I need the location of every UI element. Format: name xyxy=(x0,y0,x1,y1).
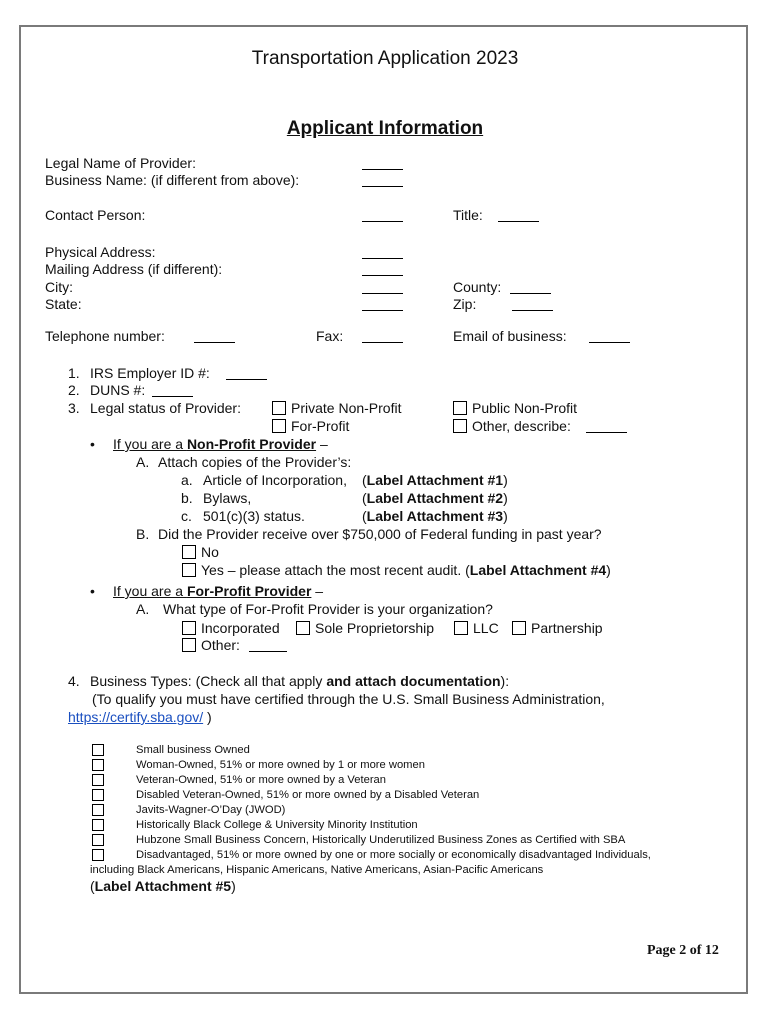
other-describe-field[interactable] xyxy=(586,418,627,433)
incorporated-label: Incorporated xyxy=(201,620,280,636)
business-types-note: (To qualify you must have certified through the U.S. Small Business Administration, xyxy=(92,691,605,707)
forprofit-other-label: Other: xyxy=(201,637,240,653)
zip-field[interactable] xyxy=(512,296,553,311)
disabled-veteran-label: Disabled Veteran-Owned, 51% or more owned by a Disabled Veteran xyxy=(136,789,480,801)
partnership-checkbox[interactable] xyxy=(512,621,526,635)
forprofit-a-label: A. xyxy=(136,601,150,617)
business-types-label: Business Types: (Check all that apply and attach documentation): xyxy=(90,673,510,689)
irs-id-label: IRS Employer ID #: xyxy=(90,365,210,381)
telephone-label: Telephone number: xyxy=(45,328,165,344)
county-field[interactable] xyxy=(510,279,551,294)
mailing-address-field[interactable] xyxy=(362,261,403,276)
attachment-5-ref: (Label Attachment #5) xyxy=(90,878,236,894)
article-text: Article of Incorporation, xyxy=(203,472,347,488)
other-describe-checkbox[interactable] xyxy=(453,419,467,433)
state-field[interactable] xyxy=(362,296,403,311)
private-nonprofit-option[interactable] xyxy=(272,400,401,417)
fax-field[interactable] xyxy=(362,328,403,343)
item-number-1: 1. xyxy=(68,365,80,381)
physical-address-field[interactable] xyxy=(362,244,403,259)
city-field[interactable] xyxy=(362,279,403,294)
telephone-field[interactable] xyxy=(194,328,235,343)
bylaws-text: Bylaws, xyxy=(203,490,252,506)
disadvantaged-checkbox[interactable] xyxy=(92,849,104,861)
llc-label: LLC xyxy=(473,620,499,636)
other-describe-label: Other, describe: xyxy=(472,418,571,434)
sole-proprietorship-option[interactable] xyxy=(296,620,434,637)
disabled-veteran-checkbox[interactable] xyxy=(92,789,104,801)
title-label: Title: xyxy=(453,207,483,223)
status-text: 501(c)(3) status. xyxy=(203,508,305,524)
forprofit-other-field[interactable] xyxy=(249,637,287,652)
llc-option[interactable] xyxy=(454,620,499,637)
item-number-4: 4. xyxy=(68,673,80,689)
county-label: County: xyxy=(453,279,502,295)
business-name-label: Business Name: (if different from above): xyxy=(45,172,300,188)
disadvantaged-continuation: including Black Americans, Hispanic Americans, Native Americans, Asian-Pacific Americans xyxy=(90,864,544,876)
hubzone-label: Hubzone Small Business Concern, Historically Underutilized Business Zones as Certified with SBA xyxy=(136,834,626,846)
sole-proprietorship-checkbox[interactable] xyxy=(296,621,310,635)
fax-label: Fax: xyxy=(316,328,344,344)
funding-yes-checkbox[interactable] xyxy=(182,563,196,577)
forprofit-a-text: What type of For-Profit Provider is your organization? xyxy=(163,601,493,617)
hubzone-checkbox[interactable] xyxy=(92,834,104,846)
business-name-field[interactable] xyxy=(362,172,403,187)
legal-name-label: Legal Name of Provider: xyxy=(45,155,196,171)
physical-address-label: Physical Address: xyxy=(45,244,156,260)
incorporated-checkbox[interactable] xyxy=(182,621,196,635)
forprofit-bullet: • xyxy=(90,583,95,599)
page-number: Page 2 of 12 xyxy=(647,943,719,958)
funding-no-label: No xyxy=(201,544,219,560)
attachment-4-ref: Label Attachment #4 xyxy=(469,562,607,578)
legal-status-label: Legal status of Provider: xyxy=(90,400,241,416)
zip-label: Zip: xyxy=(453,296,477,312)
veteran-owned-checkbox[interactable] xyxy=(92,774,104,786)
forprofit-other-checkbox[interactable] xyxy=(182,638,196,652)
state-label: State: xyxy=(45,296,82,312)
sba-link-line: https://certify.sba.gov/ ) xyxy=(68,709,212,725)
attachment-2-ref: (Label Attachment #2) xyxy=(362,490,508,506)
nonprofit-heading: If you are a Non-Profit Provider – xyxy=(113,436,328,452)
small-business-label: Small business Owned xyxy=(136,744,250,756)
nonprofit-b-text: Did the Provider receive over $750,000 of Federal funding in past year? xyxy=(158,526,602,542)
status-letter: c. xyxy=(181,508,192,524)
public-nonprofit-label: Public Non-Profit xyxy=(472,400,578,416)
duns-label: DUNS #: xyxy=(90,382,146,398)
private-nonprofit-checkbox[interactable] xyxy=(272,401,286,415)
hbcu-label: Historically Black College & University Minority Institution xyxy=(136,819,418,831)
private-nonprofit-label: Private Non-Profit xyxy=(291,400,402,416)
other-describe-option[interactable] xyxy=(453,418,571,435)
duns-field[interactable] xyxy=(152,382,193,397)
sole-proprietorship-label: Sole Proprietorship xyxy=(315,620,435,636)
public-nonprofit-option[interactable] xyxy=(453,400,577,417)
legal-name-field[interactable] xyxy=(362,155,403,170)
woman-owned-label: Woman-Owned, 51% or more owned by 1 or more women xyxy=(136,759,425,771)
attachment-3-ref: (Label Attachment #3) xyxy=(362,508,508,524)
funding-no-option[interactable] xyxy=(182,544,219,561)
nonprofit-bullet: • xyxy=(90,436,95,452)
email-field[interactable] xyxy=(589,328,630,343)
incorporated-option[interactable] xyxy=(182,620,280,637)
contact-person-label: Contact Person: xyxy=(45,207,146,223)
document-title: Transportation Application 2023 xyxy=(251,48,519,69)
veteran-owned-label: Veteran-Owned, 51% or more owned by a Veteran xyxy=(136,774,387,786)
for-profit-label: For-Profit xyxy=(291,418,350,434)
funding-yes-label: Yes – please attach the most recent audit. ( xyxy=(201,562,470,578)
irs-id-field[interactable] xyxy=(226,365,267,380)
funding-no-checkbox[interactable] xyxy=(182,545,196,559)
funding-yes-option[interactable]: Yes – please attach the most recent audit. (Label Attachment #4) xyxy=(182,562,611,579)
bylaws-letter: b. xyxy=(181,490,193,506)
attachment-1-ref: (Label Attachment #1) xyxy=(362,472,508,488)
email-label: Email of business: xyxy=(453,328,567,344)
small-business-checkbox[interactable] xyxy=(92,744,104,756)
for-profit-checkbox[interactable] xyxy=(272,419,286,433)
jwod-label: Javits-Wagner-O’Day (JWOD) xyxy=(136,804,286,816)
jwod-checkbox[interactable] xyxy=(92,804,104,816)
nonprofit-a-text: Attach copies of the Provider’s: xyxy=(158,454,352,470)
for-profit-option[interactable] xyxy=(272,418,349,435)
partnership-label: Partnership xyxy=(531,620,603,636)
mailing-address-label: Mailing Address (if different): xyxy=(45,261,223,277)
public-nonprofit-checkbox[interactable] xyxy=(453,401,467,415)
forprofit-heading: If you are a For-Profit Provider – xyxy=(113,583,324,599)
llc-checkbox[interactable] xyxy=(454,621,468,635)
city-label: City: xyxy=(45,279,73,295)
contact-person-field[interactable] xyxy=(362,207,403,222)
nonprofit-b-label: B. xyxy=(136,526,150,542)
item-number-3: 3. xyxy=(68,400,80,416)
title-field[interactable] xyxy=(498,207,539,222)
section-heading: Applicant Information xyxy=(286,118,484,139)
hbcu-checkbox[interactable] xyxy=(92,819,104,831)
item-number-2: 2. xyxy=(68,382,80,398)
article-letter: a. xyxy=(181,472,193,488)
partnership-option[interactable] xyxy=(512,620,603,637)
sba-link[interactable]: https://certify.sba.gov/ xyxy=(68,709,204,725)
forprofit-other-option[interactable] xyxy=(182,637,240,654)
disadvantaged-label: Disadvantaged, 51% or more owned by one or more socially or economically disadvantaged Individuals, xyxy=(136,849,651,861)
nonprofit-a-label: A. xyxy=(136,454,150,470)
woman-owned-checkbox[interactable] xyxy=(92,759,104,771)
